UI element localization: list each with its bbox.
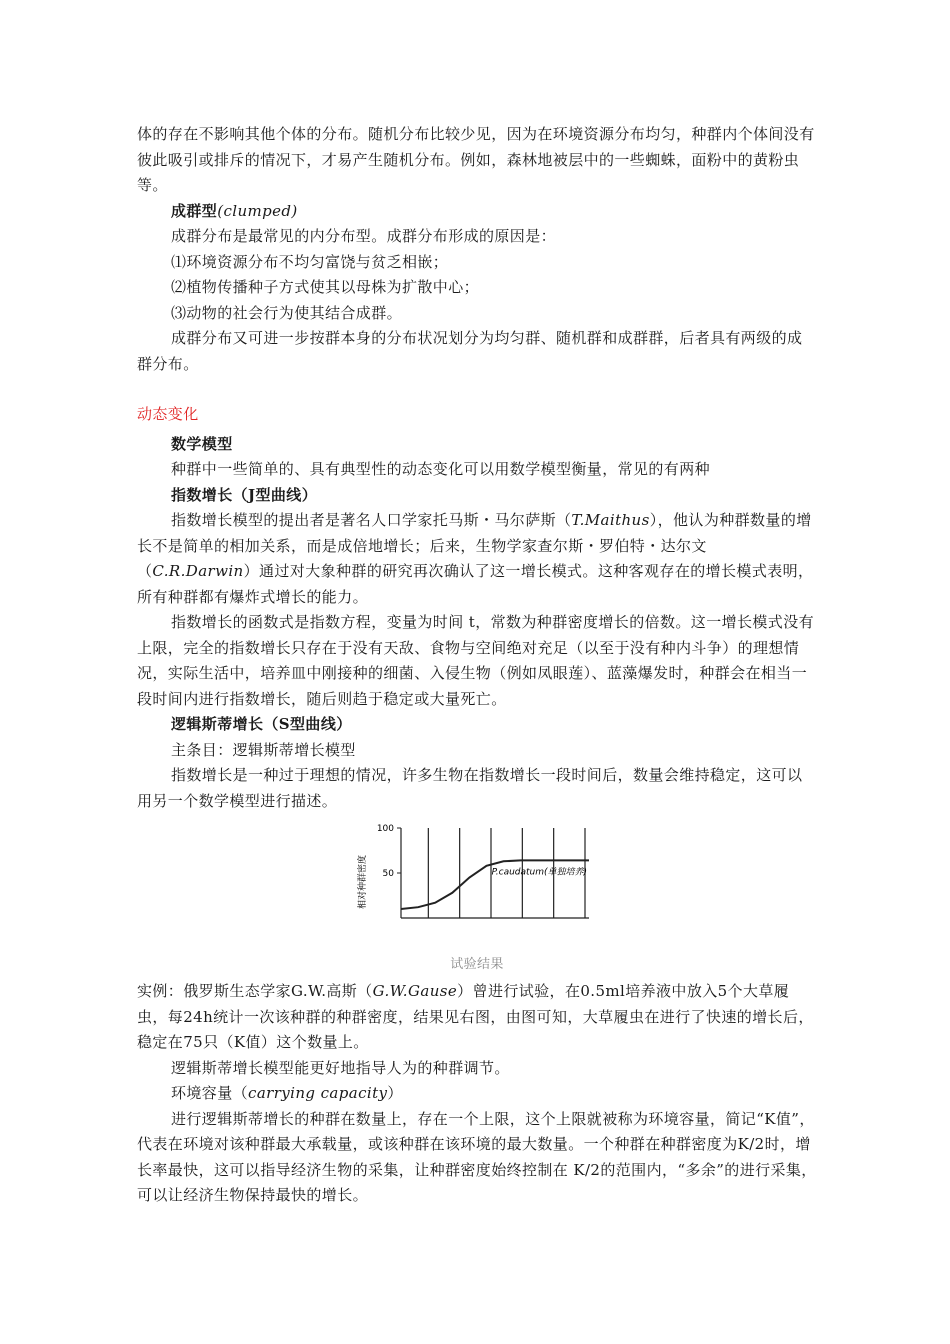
- growth-chart: [357, 820, 597, 935]
- logistic-main-article: 主条目：逻辑斯蒂增长模型: [171, 740, 356, 759]
- chart-caption: 试验结果: [450, 957, 504, 972]
- clumped-reason-2: ⑵植物传播种子方式使其以母株为扩散中心；: [171, 278, 480, 296]
- chart-ylabel: 相对种群密度: [358, 854, 368, 910]
- capacity-heading: 环境容量（carrying capacity）: [171, 1084, 403, 1102]
- clumped-paragraph-2: 成群分布又可进一步按群本身的分布状况划分为均匀群、随机群和成群群，后者具有两级的成群分布。: [137, 329, 803, 373]
- chart-series-label: P.caudatum(单独培养): [491, 867, 588, 878]
- chart-y-tick-label: 50: [382, 869, 394, 879]
- clumped-heading: 成群型(clumped): [171, 201, 298, 220]
- document-page: [137, 122, 817, 1209]
- growth-chart-figure: [137, 820, 817, 945]
- exponential-paragraph-1: 指数增长模型的提出者是著名人口学家托马斯・马尔萨斯（T.Maithus），他认为种群数量的增长不是简单的相加关系，而是成倍地增长；后来，生物学家查尔斯・罗伯特・达尔文（C.R.Darwin）通过对大象种群的研究再次确认了这一增长模式。这种客观存在的增长模式表明，所有种群都有爆炸式增长的能力。: [137, 511, 814, 606]
- logistic-heading: 逻辑斯蒂增长（S型曲线）: [171, 715, 352, 733]
- logistic-paragraph-1: 指数增长是一种过于理想的情况，许多生物在指数增长一段时间后，数量会维持稳定，这可以用另一个数学模型进行描述。: [137, 766, 803, 810]
- example-paragraph-2: 逻辑斯蒂增长模型能更好地指导人为的种群调节。: [171, 1058, 510, 1077]
- exponential-heading: 指数增长（J型曲线）: [171, 485, 318, 504]
- math-model-paragraph: 种群中一些简单的、具有典型性的动态变化可以用数学模型衡量，常见的有两种: [171, 460, 711, 478]
- capacity-paragraph: 进行逻辑斯蒂增长的种群在数量上，存在一个上限，这个上限就被称为环境容量，简记“K值”，代表在环境对该种群最大承载量，或该种群在该环境的最大数量。一个种群在种群密度为K/2时，增长率最快，这可以指导经济生物的采集，让种群密度始终控制在 K/2的范围内，“多余”的进行采集，可以让经济生物保持最快的增长。: [137, 1109, 817, 1204]
- chart-y-tick-label: 100: [376, 824, 394, 834]
- exponential-paragraph-2: 指数增长的函数式是指数方程，变量为时间 t，常数为种群密度增长的倍数。这一增长模式没有上限，完全的指数增长只存在于没有天敌、食物与空间绝对充足（以至于没有种内斗争）的理想情况，实际生活中，培养皿中刚接种的细菌、入侵生物（例如凤眼莲）、蓝藻爆发时，种群会在相当一段时间内进行指数增长，随后则趋于稳定或大量死亡。: [137, 613, 814, 708]
- clumped-paragraph-1: 成群分布是最常见的内分布型。成群分布形成的原因是：: [171, 227, 557, 245]
- intro-paragraph: 体的存在不影响其他个体的分布。随机分布比较少见，因为在环境资源分布均匀，种群内个体间没有彼此吸引或排斥的情况下，才易产生随机分布。例如，森林地被层中的一些蜘蛛，面粉中的黄粉虫等。: [137, 125, 815, 194]
- math-model-heading: 数学模型: [171, 434, 233, 453]
- section-title-dynamics: 动态变化: [137, 405, 199, 423]
- clumped-reason-3: ⑶动物的社会行为使其结合成群。: [171, 303, 403, 322]
- clumped-reason-1: ⑴环境资源分布不均匀富饶与贫乏相嵌；: [171, 252, 449, 271]
- example-paragraph: 实例：俄罗斯生态学家G.W.高斯（G.W.Gause）曾进行试验，在0.5ml培养液中放入5个大草履虫，每24h统计一次该种群的种群密度，结果见右图，由图可知，大草履虫在进行了快速的增长后，稳定在75只（K值）这个数量上。: [137, 982, 814, 1051]
